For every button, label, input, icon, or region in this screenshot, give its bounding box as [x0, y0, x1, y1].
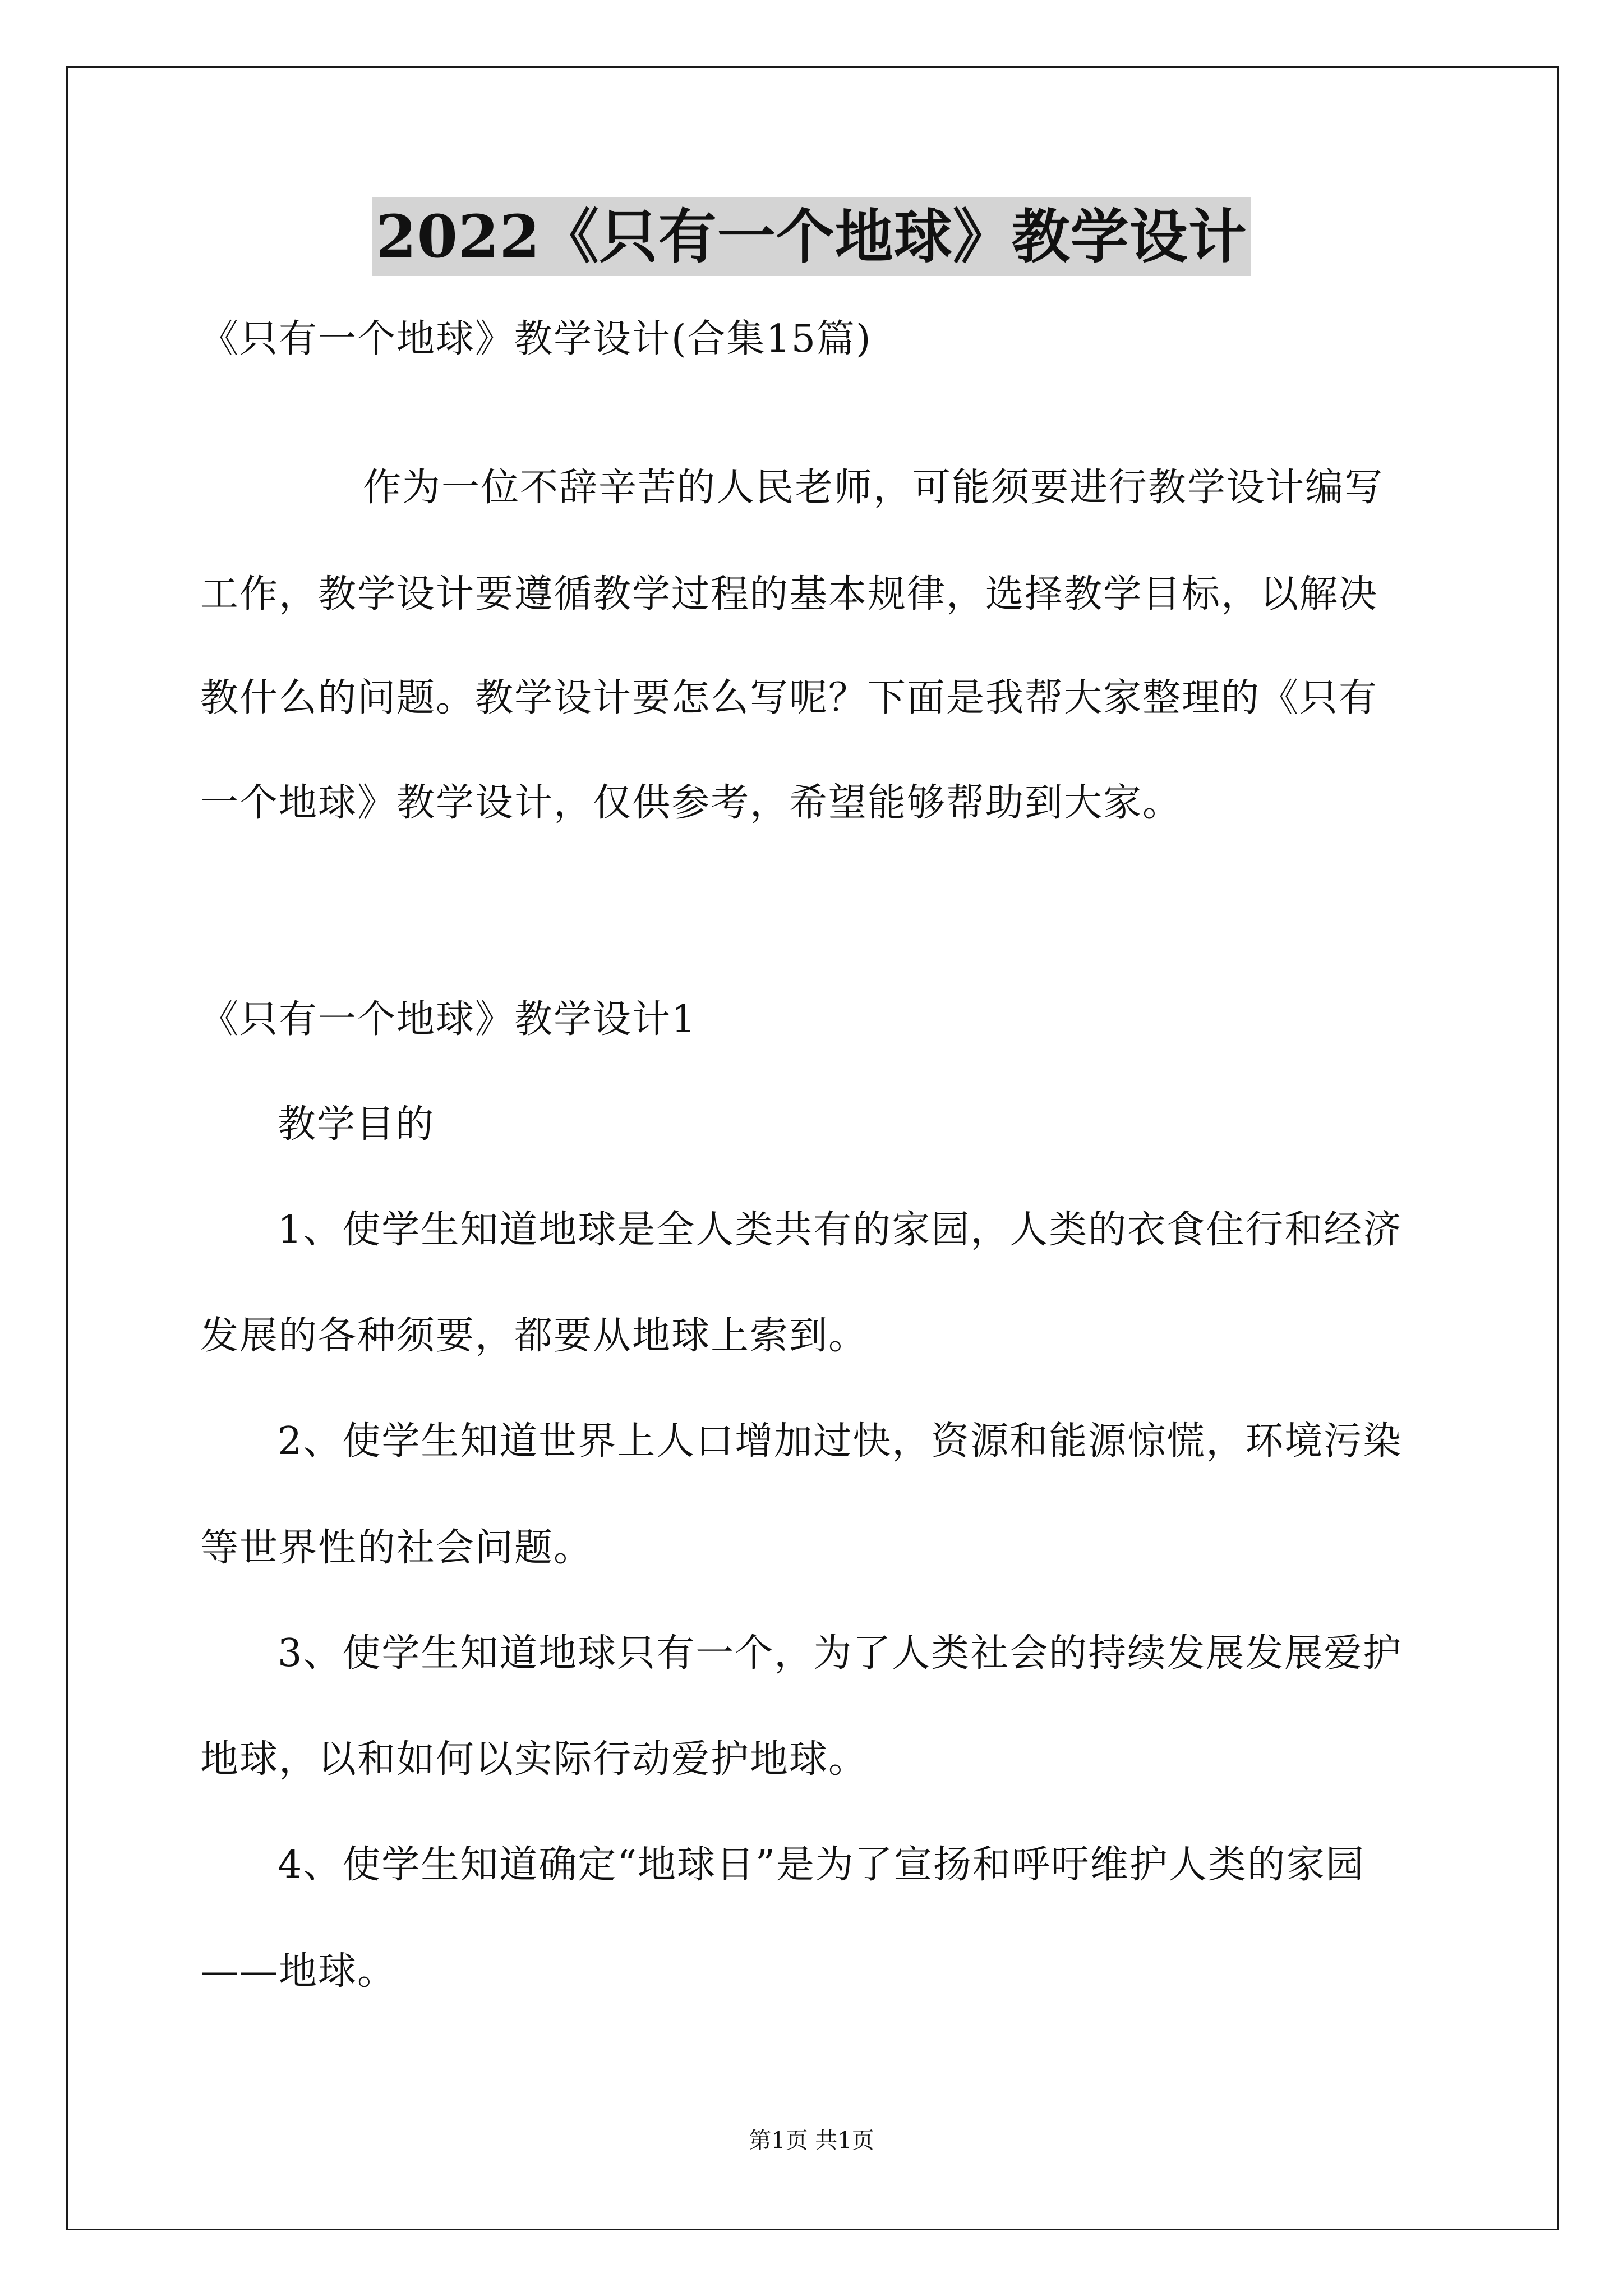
section-heading: 《只有一个地球》教学设计1 [200, 997, 697, 1042]
objective-line-1: 1、使学生知道地球是全人类共有的家园，人类的衣食住行和经济 [278, 1208, 1403, 1252]
page-footer: 第1页 共1页 [749, 2128, 874, 2154]
objective-line-3: 2、使学生知道世界上人口增加过快，资源和能源惊慌，环境污染 [278, 1419, 1403, 1464]
objective-line-2: 发展的各种须要，都要从地球上索到。 [200, 1314, 868, 1358]
intro-line-1: 作为一位不辞辛苦的人民老师，可能须要进行教学设计编写 [363, 466, 1384, 510]
document-title: 2022《只有一个地球》教学设计 [372, 197, 1250, 276]
objective-line-4: 等世界性的社会问题。 [200, 1526, 593, 1570]
objective-line-8: ——地球。 [200, 1949, 397, 1994]
document-subtitle: 《只有一个地球》教学设计(合集15篇) [200, 317, 872, 361]
objectives-heading: 教学目的 [278, 1102, 435, 1147]
objective-line-7: 4、使学生知道确定“地球日”是为了宣扬和呼吁维护人类的家园 [278, 1843, 1365, 1887]
objective-line-6: 地球，以和如何以实际行动爱护地球。 [200, 1737, 868, 1782]
objective-line-5: 3、使学生知道地球只有一个，为了人类社会的持续发展发展爱护 [278, 1631, 1403, 1676]
intro-line-2: 工作，教学设计要遵循教学过程的基本规律，选择教学目标，以解决 [200, 572, 1378, 616]
intro-line-3: 教什么的问题。教学设计要怎么写呢？下面是我帮大家整理的《只有 [200, 676, 1378, 720]
intro-line-4: 一个地球》教学设计，仅供参考，希望能够帮助到大家。 [200, 781, 1182, 825]
title-block [200, 197, 1423, 276]
